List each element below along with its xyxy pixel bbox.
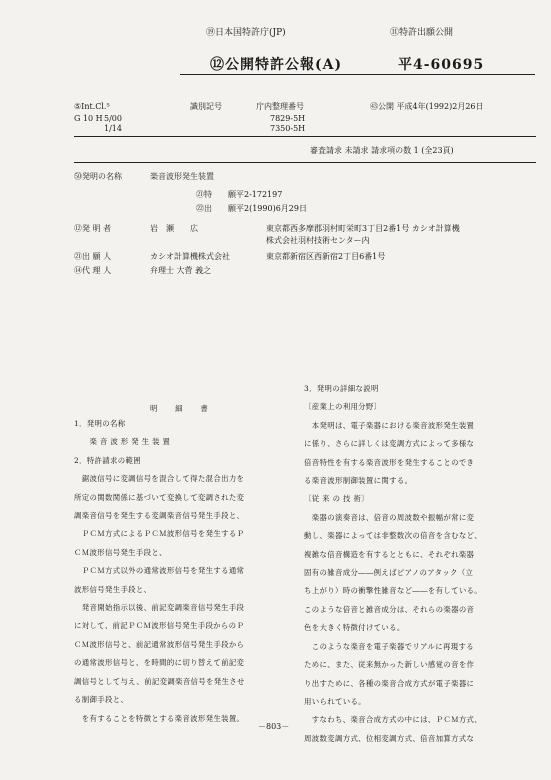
office-number-label: 庁内整理番号 xyxy=(256,102,304,111)
right-line: り出すために、各種の楽音合成方式が電子楽器に xyxy=(304,678,475,688)
intcl-label: ⑤Int.Cl.⁵ xyxy=(74,102,110,111)
left-line: ＣＭ波形信号発生手段と、 xyxy=(74,547,167,557)
id-symbol-label: 識別記号 xyxy=(190,102,222,111)
left-line: 調楽音信号を発生する変調楽音信号発生手段と、 xyxy=(74,511,245,521)
right-line: このような楽音を電子楽器でリアルに再現する xyxy=(304,641,474,651)
title-label: ㊿発明の名称 xyxy=(74,172,122,181)
intcl-sub2: 1/14 xyxy=(104,124,122,133)
right-line: ち上がり）時の衝撃性雑音など――を有している。 xyxy=(304,586,483,596)
inventor-name: 岩 瀬 広 xyxy=(150,224,198,233)
right-line: 本発明は、電子楽器における楽音波形発生装置 xyxy=(304,420,475,430)
applicant-name: カシオ計算機株式会社 xyxy=(150,252,230,261)
patent-office: ⑲日本国特許庁(JP) xyxy=(206,28,286,38)
right-line: に係り、さらに詳しくは変調方式によって多様な xyxy=(304,439,475,449)
application-label: ㉑特 願 xyxy=(196,190,236,199)
left-line: 1．発明の名称 xyxy=(74,419,126,428)
classification-rule xyxy=(74,136,536,137)
inventor-label: ⑫発 明 者 xyxy=(74,224,112,233)
right-line: 倍音特性を有する楽音波形を発生することのでき xyxy=(304,457,475,467)
filed-label: ㉒出 願 xyxy=(196,204,236,213)
left-line: 鋸波信号に変調信号を混合して得た混合出力を xyxy=(74,474,245,484)
office-number-2: 7350-5H xyxy=(270,124,306,133)
right-line: 複雑な倍音構造を有するとともに、それぞれ楽器 xyxy=(304,549,475,559)
right-column-body xyxy=(304,380,482,748)
right-line: る楽音波形制御装置に関する。 xyxy=(304,476,413,486)
agent-label: ⑭代 理 人 xyxy=(74,266,112,275)
right-line: 周波数変調方式、位相変調方式、倍音加算方式な xyxy=(304,733,475,743)
left-line: ＣＭ波形信号と、前記通常波形信号発生手段から xyxy=(74,639,245,649)
left-line: ＰＣＭ方式によるＰＣＭ波形信号を発生するＰ xyxy=(74,529,245,539)
right-line: 楽器の演奏音は、倍音の周波数や振幅が常に変 xyxy=(304,512,475,522)
left-line: 調信号として与え、前記変調楽音信号を発生させ xyxy=(74,676,245,686)
right-line: 〔産業上の利用分野〕 xyxy=(304,402,382,412)
right-line: すなわち、楽音合成方式の中には、ＰＣＭ方式、 xyxy=(304,715,483,725)
left-line: 波形信号発生手段と、 xyxy=(74,584,152,594)
examination-status: 審査請求 未請求 請求項の数 1 (全23頁) xyxy=(310,146,454,155)
publication-type: ⑪特許出願公開 xyxy=(390,28,454,38)
intcl-sub1: 5/00 xyxy=(104,114,122,123)
office-number-1: 7829-5H xyxy=(270,114,306,123)
header-rule xyxy=(180,74,535,75)
inventor-address-2: 株式会社羽村技術センター内 xyxy=(266,236,370,245)
right-line: このような倍音と雑音成分は、それらの楽器の音 xyxy=(304,604,475,614)
right-line: 動し、楽器によっては非整数次の倍音を含むなど、 xyxy=(304,531,483,541)
left-line: を有することを特徴とする楽音波形発生装置。 xyxy=(74,713,245,723)
right-line: 〔従 来 の 技 術〕 xyxy=(304,494,369,504)
left-line: る制御手段と、 xyxy=(74,695,129,705)
intcl-value: G 10 H xyxy=(74,114,103,123)
left-line: ＰＣＭ方式以外の通常波形信号を発生する通常 xyxy=(74,566,245,576)
filed-date: 平2(1990)6月29日 xyxy=(236,204,307,213)
title-value: 楽音波形発生装置 xyxy=(150,172,214,181)
left-column-body xyxy=(74,415,245,728)
specification-heading: 明 細 書 xyxy=(150,404,209,413)
right-line: ために、また、従来無かった新しい感覚の音を作 xyxy=(304,660,475,670)
inventor-address-1: 東京都西多摩郡羽村町栄町3丁目2番1号 カシオ計算機 xyxy=(266,224,460,233)
publication-number: 平4-60695 xyxy=(398,57,485,73)
left-line: 所定の関数関係に基づいて変換して変調された変 xyxy=(74,492,245,502)
publication-date: ㊸公開 平成4年(1992)2月26日 xyxy=(370,102,484,111)
agent-name: 弁理士 大菅 義之 xyxy=(150,266,212,275)
left-line: 2．特許請求の範囲 xyxy=(74,455,141,465)
left-line: 楽 音 波 形 発 生 装 置 xyxy=(74,437,171,447)
exam-rule xyxy=(74,162,536,163)
left-line: の通常波形信号と、を時間的に切り替えて前記変 xyxy=(74,658,245,668)
application-number: 平2-172197 xyxy=(236,190,283,199)
left-line: に対して、前記ＰＣＭ波形信号発生手段からのＰ xyxy=(74,621,245,631)
gazette-title: ⑫公開特許公報(A) xyxy=(210,57,343,73)
left-line: 発音開始指示以後、前記変調楽音信号発生手段 xyxy=(74,603,245,613)
right-line: 色を大きく特徴付けている。 xyxy=(304,623,405,633)
right-line: 3．発明の詳細な説明 xyxy=(304,384,379,393)
right-line: 用いられている。 xyxy=(304,696,366,706)
applicant-label: ㉑出 願 人 xyxy=(74,252,112,261)
right-line: 固有の雑音成分――例えばピアノのアタック（立 xyxy=(304,568,474,578)
page-number: －803－ xyxy=(258,722,290,731)
applicant-address: 東京都新宿区西新宿2丁目6番1号 xyxy=(266,252,386,261)
